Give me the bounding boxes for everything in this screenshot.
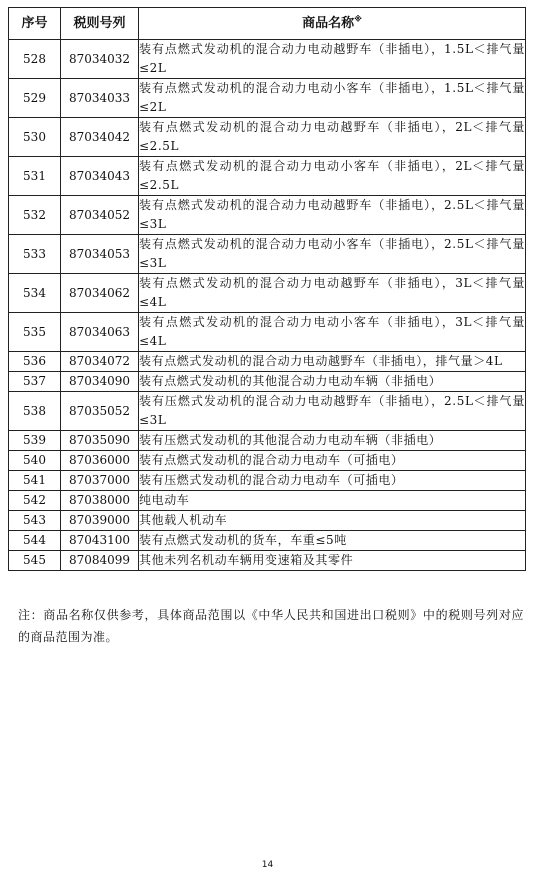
table-row [9, 491, 526, 511]
row-index: 536 [9, 352, 61, 372]
table-row [9, 392, 526, 431]
row-code: 87084099 [61, 551, 139, 571]
row-code: 87034033 [61, 79, 139, 118]
row-index: 528 [9, 40, 61, 79]
tariff-table [8, 7, 526, 571]
row-code: 87034053 [61, 235, 139, 274]
table-body [9, 40, 526, 571]
row-code: 87034063 [61, 313, 139, 352]
row-name: 装有点燃式发动机的混合动力电动越野车（非插电），2L＜排气量≤2.5L [139, 118, 526, 157]
table-row [9, 196, 526, 235]
row-index: 543 [9, 511, 61, 531]
row-index: 529 [9, 79, 61, 118]
row-name: 装有点燃式发动机的混合动力电动越野车（非插电），1.5L＜排气量≤2L [139, 40, 526, 79]
row-code: 87034043 [61, 157, 139, 196]
table-row [9, 352, 526, 372]
row-name: 装有点燃式发动机的混合动力电动小客车（非插电），3L＜排气量≤4L [139, 313, 526, 352]
header-code: 税则号列 [61, 8, 139, 40]
table-row [9, 531, 526, 551]
row-name: 装有点燃式发动机的混合动力电动小客车（非插电），1.5L＜排气量≤2L [139, 79, 526, 118]
row-code: 87036000 [61, 451, 139, 471]
row-index: 530 [9, 118, 61, 157]
row-code: 87037000 [61, 471, 139, 491]
table-row [9, 274, 526, 313]
row-index: 532 [9, 196, 61, 235]
table-row [9, 118, 526, 157]
row-code: 87034090 [61, 372, 139, 392]
row-code: 87043100 [61, 531, 139, 551]
row-code: 87039000 [61, 511, 139, 531]
row-name: 装有点燃式发动机的混合动力电动小客车（非插电），2.5L＜排气量≤3L [139, 235, 526, 274]
table-row [9, 372, 526, 392]
row-code: 87034042 [61, 118, 139, 157]
row-code: 87034052 [61, 196, 139, 235]
table-header [9, 8, 526, 40]
table-row [9, 451, 526, 471]
header-row [9, 8, 526, 40]
row-index: 540 [9, 451, 61, 471]
table-row [9, 431, 526, 451]
row-name: 装有点燃式发动机的混合动力电动越野车（非插电），3L＜排气量≤4L [139, 274, 526, 313]
row-index: 534 [9, 274, 61, 313]
table-row [9, 235, 526, 274]
table-row [9, 79, 526, 118]
row-index: 539 [9, 431, 61, 451]
table-row [9, 313, 526, 352]
row-code: 87034032 [61, 40, 139, 79]
row-code: 87034072 [61, 352, 139, 372]
row-name: 装有压燃式发动机的混合动力电动越野车（非插电），2.5L＜排气量≤3L [139, 392, 526, 431]
row-index: 544 [9, 531, 61, 551]
row-name: 纯电动车 [139, 491, 526, 511]
header-name-label: 商品名称 [302, 16, 355, 31]
row-name: 其他载人机动车 [139, 511, 526, 531]
row-name: 装有点燃式发动机的其他混合动力电动车辆（非插电） [139, 372, 526, 392]
row-code: 87034062 [61, 274, 139, 313]
table-row [9, 157, 526, 196]
row-index: 533 [9, 235, 61, 274]
row-name: 装有压燃式发动机的混合动力电动车（可插电） [139, 471, 526, 491]
row-index: 537 [9, 372, 61, 392]
table-row [9, 511, 526, 531]
row-name: 装有点燃式发动机的货车，车重≤5吨 [139, 531, 526, 551]
footnote-mark: ※ [354, 14, 362, 24]
row-code: 87035090 [61, 431, 139, 451]
row-name: 装有点燃式发动机的混合动力电动越野车（非插电），排气量＞4L [139, 352, 526, 372]
header-index: 序号 [9, 8, 61, 40]
row-name: 装有点燃式发动机的混合动力电动越野车（非插电），2.5L＜排气量≤3L [139, 196, 526, 235]
page-number: 14 [261, 860, 274, 870]
row-index: 538 [9, 392, 61, 431]
header-name [139, 8, 526, 40]
row-code: 87035052 [61, 392, 139, 431]
table-row [9, 40, 526, 79]
footnote: 注：商品名称仅供参考，具体商品范围以《中华人民共和国进出口税则》中的税则号列对应的商品范围为准。 [18, 608, 524, 644]
row-index: 531 [9, 157, 61, 196]
table-row [9, 471, 526, 491]
row-code: 87038000 [61, 491, 139, 511]
row-name: 装有点燃式发动机的混合动力电动车（可插电） [139, 451, 526, 471]
row-name: 装有压燃式发动机的其他混合动力电动车辆（非插电） [139, 431, 526, 451]
row-name: 其他未列名机动车辆用变速箱及其零件 [139, 551, 526, 571]
table-row [9, 551, 526, 571]
row-index: 541 [9, 471, 61, 491]
row-index: 535 [9, 313, 61, 352]
row-index: 542 [9, 491, 61, 511]
row-name: 装有点燃式发动机的混合动力电动小客车（非插电），2L＜排气量≤2.5L [139, 157, 526, 196]
row-index: 545 [9, 551, 61, 571]
